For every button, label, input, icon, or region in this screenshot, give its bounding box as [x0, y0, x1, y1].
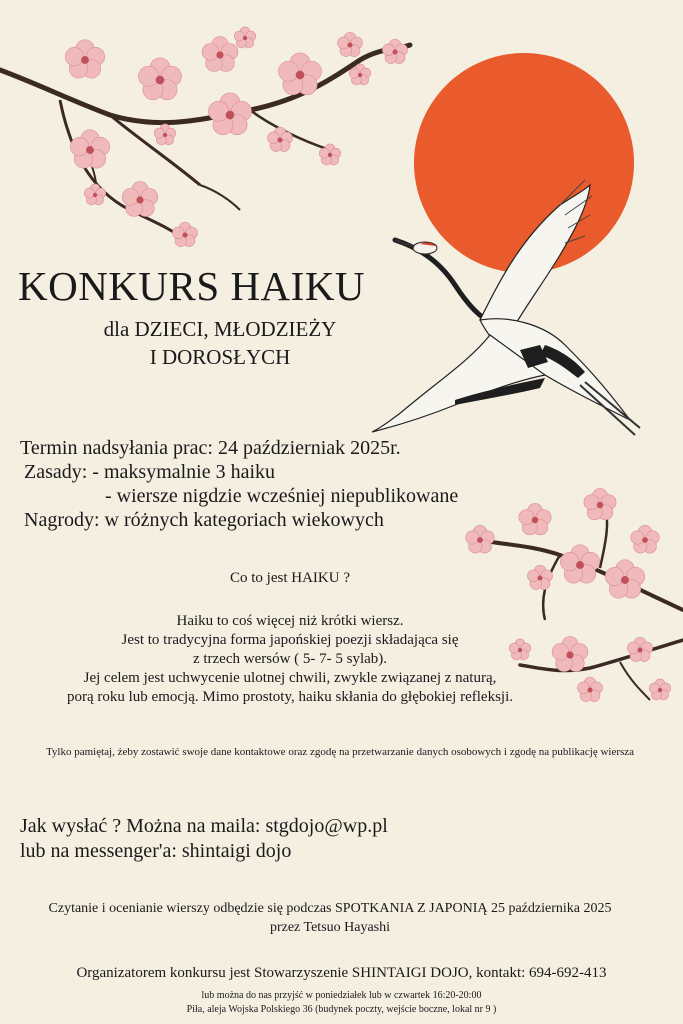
blossom-flower-icon — [279, 53, 322, 95]
haiku-description-line: porą roku lub emocją. Mimo prostoty, haiku skłania do głębokiej refleksji. — [66, 689, 513, 705]
visit-info — [0, 989, 683, 1017]
reading-line-1: Czytanie i ocenianie wierszy odbędzie się podczas SPOTKANIA Z JAPONIĄ 25 października 2025 — [48, 901, 612, 916]
send-messenger-line: lub na messenger'a: shintaigi dojo — [20, 840, 292, 862]
visit-hours: lub można do nas przyjść w poniedziałek lub w czwartek 16:20-20:00 — [201, 990, 482, 1001]
blossom-flower-icon — [649, 679, 670, 700]
haiku-description-line: Jest to tradycyjna forma japońskiej poezji składająca się — [121, 632, 459, 648]
red-sun-icon — [414, 53, 634, 273]
cherry-blossom-branch-top-icon — [0, 45, 410, 240]
blossom-flower-icon — [382, 39, 407, 63]
subtitle-line-2: I DOROSŁYCH — [149, 345, 291, 369]
blossom-flower-icon — [337, 32, 362, 56]
visit-address: Piła, aleja Wojska Polskiego 36 (budynek poczty, wejście boczne, lokal nr 9 ) — [186, 1004, 497, 1015]
prizes-text: Nagrody: w różnych kategoriach wiekowych — [24, 509, 384, 531]
rules-text-2: - wiersze nigdzie wcześniej niepublikowane — [105, 485, 459, 507]
reading-event — [0, 899, 660, 937]
blossom-flower-icon — [209, 93, 252, 135]
blossom-flower-icon — [154, 124, 175, 145]
haiku-description — [0, 612, 580, 707]
contest-info — [20, 436, 540, 532]
blossom-flower-icon — [234, 27, 255, 48]
blossom-flower-icon — [139, 58, 182, 100]
poster-subtitle — [40, 315, 400, 371]
blossom-flower-icon — [202, 37, 238, 72]
poster-title: KONKURS HAIKU — [18, 263, 366, 309]
blossom-flower-icon — [605, 560, 644, 598]
blossom-flower-icon — [65, 40, 104, 78]
blossom-flower-icon — [70, 130, 109, 168]
how-to-send — [20, 814, 540, 864]
blossom-flower-icon — [84, 184, 105, 205]
what-is-haiku-heading: Co to jest HAIKU ? — [230, 570, 350, 586]
blossom-flower-icon — [267, 127, 292, 151]
rules-text-1: Zasady: - maksymalnie 3 haiku — [24, 461, 276, 483]
reading-line-2: przez Tetsuo Hayashi — [269, 920, 391, 935]
haiku-description-line: Jej celem jest uchwycenie ulotnej chwili, zwykle związanej z naturą, — [83, 670, 497, 686]
blossom-flower-icon — [122, 182, 158, 217]
blossom-flower-icon — [172, 222, 197, 246]
send-email-line: Jak wysłać ? Można na maila: stgdojo@wp.pl — [20, 815, 388, 837]
blossom-flower-icon — [584, 488, 616, 519]
subtitle-line-1: dla DZIECI, MŁODZIEŻY — [103, 317, 337, 341]
consent-note: Tylko pamiętaj, żeby zostawić swoje dane kontaktowe oraz zgodę na przetwarzanie danych osobowych i zgodę na publikację wiersza — [45, 746, 635, 758]
haiku-description-line: Haiku to coś więcej niż krótki wiersz. — [176, 613, 404, 629]
deadline-text: Termin nadsyłania prac: 24 październiak 2025r. — [20, 437, 401, 459]
organizer-contact: Organizatorem konkursu jest Stowarzyszenie SHINTAIGI DOJO, kontakt: 694-692-413 — [76, 965, 607, 981]
blossom-flower-icon — [631, 525, 660, 553]
blossom-flower-icon — [627, 637, 652, 661]
blossom-flower-icon — [577, 677, 602, 701]
haiku-description-line: z trzech wersów ( 5- 7- 5 sylab). — [192, 651, 388, 667]
